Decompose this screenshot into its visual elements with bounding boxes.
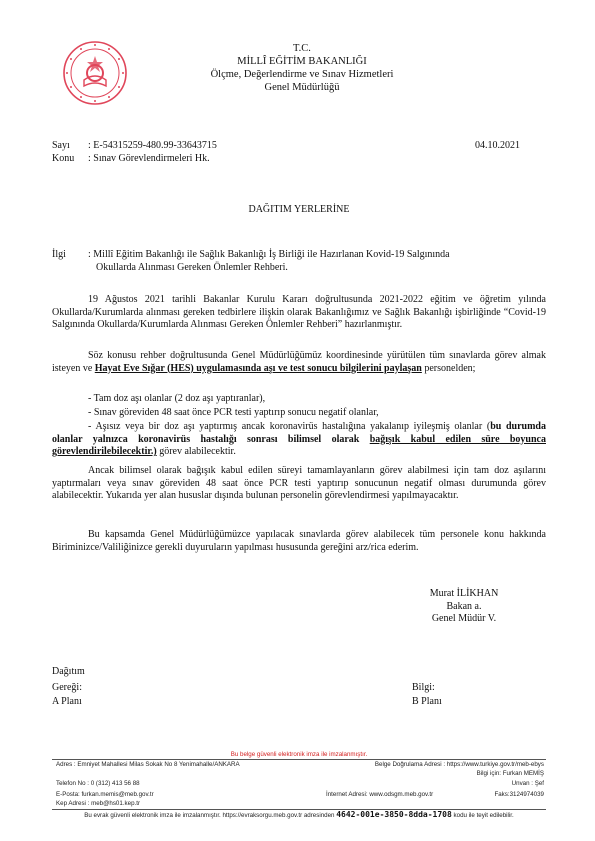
- verification-code: 4642-001e-3850-8dda-1708: [336, 810, 452, 819]
- sayi-value: : E-54315259-480.99-33643715: [88, 140, 217, 151]
- konu-value: : Sınav Görevlendirmeleri Hk.: [88, 153, 210, 164]
- paragraph-4: Bu kapsamda Genel Müdürlüğümüzce yapılacak sınavlarda görev alabilecek tüm personele konu hakkında Biriminizce/Valiliğinizce gerekli duyuruların yapılması hususunda gereğini arz/rica ederim.: [52, 529, 546, 553]
- footer-divider: [52, 759, 546, 760]
- footer-fax: Faks:3124974039: [494, 791, 544, 798]
- unit-name: Genel Müdürlüğü: [264, 82, 340, 93]
- konu-label: Konu: [52, 153, 75, 164]
- footer-phone: Telefon No : 0 (312) 413 56 88: [56, 780, 140, 787]
- bilgi-value: B Planı: [412, 696, 442, 707]
- list-item: - Sınav göreviden 48 saat önce PCR testi yaptırıp sonucu negatif olanlar,: [88, 407, 379, 418]
- distribution-heading: Dağıtım: [52, 666, 85, 677]
- footer-kep[interactable]: Kep Adresi : meb@hs01.kep.tr: [56, 800, 141, 807]
- footer-divider: [52, 809, 546, 810]
- footer-internet[interactable]: İnternet Adresi: www.odsgm.meb.gov.tr: [326, 791, 434, 798]
- sayi-label: Sayı: [52, 140, 70, 151]
- hes-emphasis: Hayat Eve Sığar (HES) uygulamasında aşı ve test sonucu bilgilerini paylaşan: [94, 362, 422, 374]
- document-date: 04.10.2021: [475, 140, 520, 151]
- footer-address: Adres : Emniyet Mahallesi Milas Sokak No 8 Yenimahalle/ANKARA: [56, 761, 240, 768]
- ilgi-line1: : Millî Eğitim Bakanlığı ile Sağlık Bakanlığı İş Birliği ile Hazırlanan Kovid-19 Salgınında: [88, 249, 450, 260]
- list-item: - Aşısız veya bir doz aşı yaptırmış ancak koronavirüs hastalığına yakalanıp iyileşmiş olanlar (bu durumda olanlar yalnızca koronavirüs hastalığı sonrası bilimsel olarak bağışık kabul edilen süre boyunca görevlendirilebilecektir.) görev alabilecektir.: [52, 421, 546, 458]
- paragraph-1: 19 Ağustos 2021 tarihli Bakanlar Kurulu Kararı doğrultusunda 2021-2022 eğitim ve öğretim yılında Okullarda/Kurumlarda alınması gereken tedbirlere ilişkin olarak Bakanlığımız ve Sağlık Bakanlığı işbirliğinde “Covid-19 Salgınında Okullarda/Kurumlarda Alınması Gereken Önlemler Rehberi” hazırlanmıştır.: [52, 294, 546, 331]
- signer-title-2: Genel Müdür V.: [431, 613, 497, 624]
- ministry-name: MİLLÎ EĞİTİM BAKANLIĞI: [237, 56, 367, 67]
- distribution: [52, 666, 546, 708]
- ilgi-label: İlgi: [52, 249, 66, 260]
- document-meta: [52, 140, 546, 166]
- paragraph-2: Söz konusu rehber doğrultusunda Genel Müdürlüğümüz koordinesinde yürütülen tüm sınavlarda görev almak isteyen ve Hayat Eve Sığar (HES) uygulamasında aşı ve test sonucu bilgilerini paylaşan personelden;: [52, 350, 546, 374]
- verification-line: Bu evrak güvenli elektronik imza ile imzalanmıştır. https://evraksorgu.meb.gov.tr adresinden 4642-001e-3850-8dda-1708 kodu ile teyit edilebilir.: [84, 810, 514, 819]
- signature-block: [404, 588, 524, 626]
- country-name: T.C.: [293, 43, 311, 54]
- paragraph-3: Ancak bilimsel olarak bağışık kabul edilen süreyi tamamlayanların görev alabilmesi için tam doz aşılarını yaptırmaları veya sınav göreviden 48 saat önce PCR testi yaptırıp sonucunun negatif olması durumunda görev alabilecektir. Yukarıda yer alan hususlar dışında bulunan personelin görevlendirmesi yapılmayacaktır.: [52, 465, 546, 502]
- ilgi-line2: Okullarda Alınması Gereken Önlemler Rehberi.: [96, 262, 288, 273]
- footer-info: Bilgi için: Furkan MEMİŞ: [476, 770, 544, 777]
- footer-unvan: Unvan : Şef: [511, 780, 544, 787]
- signer-title-1: Bakan a.: [446, 600, 482, 612]
- gerekli-value: A Planı: [52, 696, 82, 707]
- directorate-name: Ölçme, Değerlendirme ve Sınav Hizmetleri: [210, 69, 394, 80]
- footer-verify[interactable]: Belge Doğrulama Adresi : https://www.turkiye.gov.tr/meb-ebys: [374, 761, 544, 768]
- list-item: - Tam doz aşı olanlar (2 doz aşı yaptıranlar),: [88, 393, 266, 404]
- ilgi-block: [52, 249, 546, 275]
- bilgi-label: Bilgi:: [412, 682, 435, 693]
- ministry-logo: [62, 40, 128, 106]
- footer-contact: [52, 761, 546, 811]
- signer-name: Murat İLİKHAN: [429, 588, 499, 599]
- recipient: DAĞITIM YERLERİNE: [248, 204, 350, 215]
- esign-notice: Bu belge güvenli elektronik imza ile imzalanmıştır.: [230, 751, 368, 758]
- footer-email[interactable]: E-Posta: furkan.memis@meb.gov.tr: [56, 791, 154, 798]
- gerekli-label: Gereği:: [52, 682, 82, 693]
- letterhead: [150, 42, 454, 94]
